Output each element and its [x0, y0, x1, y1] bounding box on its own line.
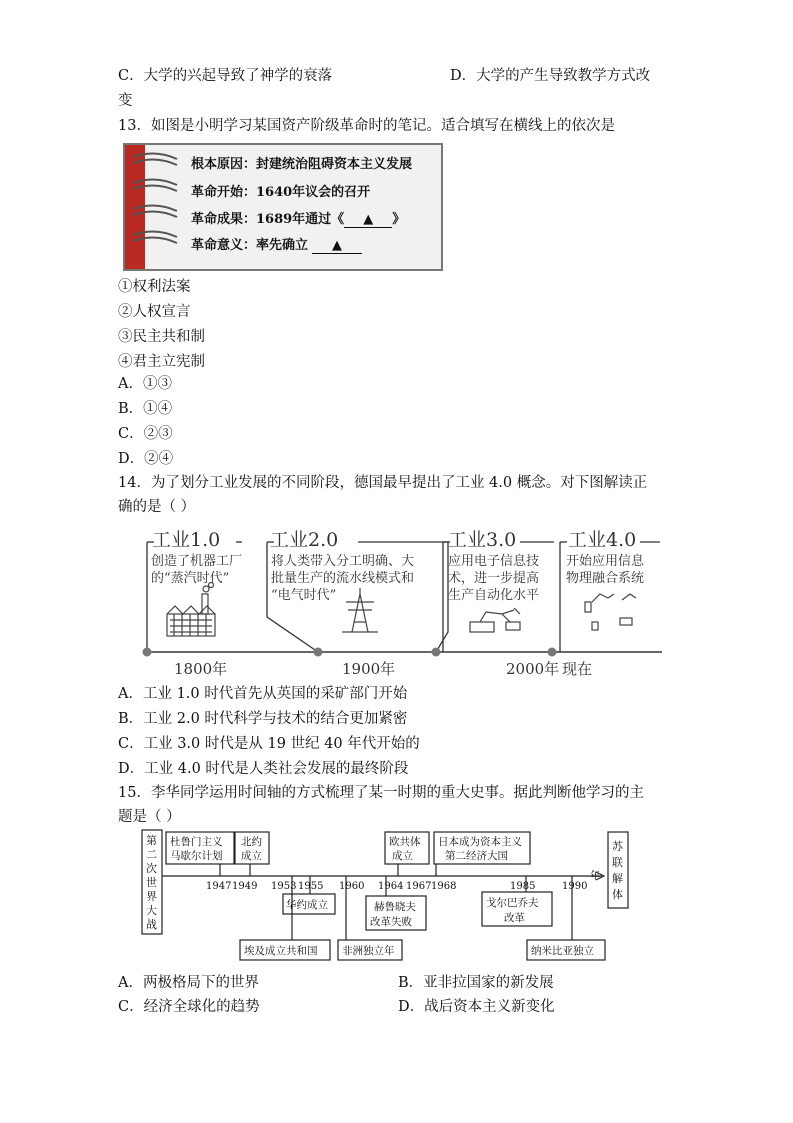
box-japan-l1: 日本成为资本主义 — [438, 836, 522, 848]
year-1990: 1990 — [562, 881, 588, 892]
marker-1900 — [314, 648, 323, 657]
year-2000: 2000年 — [506, 660, 560, 678]
q13-stem: 13．如图是小明学习某国资产阶级革命时的笔记。适合填写在横线上的依次是 — [118, 118, 615, 134]
box-ussr-char-1: 苏 — [612, 840, 623, 853]
industry-4-desc-2: 物理融合系统 — [566, 571, 645, 586]
industry-2-desc-2: 批量生产的流水线模式和 — [271, 571, 415, 586]
q13-item-3: ③民主共和制 — [118, 329, 205, 345]
box-egypt: 埃及成立共和国 — [244, 945, 318, 957]
q15-stem-line2: 题是（ ） — [118, 809, 181, 825]
q14-option-c: C．工业 3.0 时代是从 19 世纪 40 年代开始的 — [118, 736, 420, 752]
box-ww2-char-5: 界 — [146, 890, 157, 903]
label-now: 现在 — [562, 660, 593, 678]
box-warsaw: 华约成立 — [286, 899, 328, 911]
q13-option-d: D．②④ — [118, 451, 174, 467]
box-khrushchev-l2: 改革失败 — [370, 916, 412, 928]
box-ww2-char-4: 世 — [146, 876, 157, 889]
box-ec-l2: 成立 — [392, 850, 413, 862]
q12-option-c: C．大学的兴起导致了神学的衰落 — [118, 68, 333, 84]
q14-option-d: D．工业 4.0 时代是人类社会发展的最终阶段 — [118, 761, 409, 777]
year-1964: 1964 — [378, 881, 404, 892]
q15-option-a: A．两极格局下的世界 — [118, 975, 259, 991]
industry-3-title: 工业3.0 — [448, 529, 517, 551]
q12-option-d: D．大学的产生导致教学方式改 — [450, 68, 651, 84]
industry-2-title: 工业2.0 — [270, 529, 339, 551]
spiral-rings-icon — [125, 145, 185, 269]
box-namibia: 纳米比亚独立 — [531, 945, 594, 957]
blank-triangle-1: ▲ — [344, 212, 392, 228]
year-1960: 1960 — [339, 881, 365, 892]
note-row-start: 革命开始：1640年议会的召开 — [191, 185, 371, 200]
q14-stem-line2: 确的是（ ） — [118, 499, 196, 515]
industry-2-desc-3: “电气时代” — [271, 588, 337, 603]
q15-option-d: D．战后资本主义新变化 — [398, 999, 555, 1015]
q15-stem-line1: 15．李华同学运用时间轴的方式梳理了某一时期的重大史事。据此判断他学习的主 — [118, 785, 644, 801]
year-1800: 1800年 — [174, 660, 228, 678]
box-ww2-char-7: 战 — [146, 918, 157, 931]
q14-industry-timeline-figure — [130, 522, 665, 682]
q14-stem-line1: 14．为了划分工业发展的不同阶段，德国最早提出了工业 4.0 概念。对下图解读正 — [118, 475, 648, 491]
industry-3-desc-1: 应用电子信息技 — [448, 554, 540, 569]
box-ussr-char-4: 体 — [612, 888, 623, 901]
note-row-result: 革命成果：1689年通过《 ▲ 》 — [191, 212, 406, 227]
box-gorbachev-l1: 戈尔巴乔夫 — [486, 897, 539, 909]
blank-triangle-2: ▲ — [312, 238, 362, 254]
q13-item-4: ④君主立宪制 — [118, 354, 205, 370]
year-1968: 1968 — [431, 881, 457, 892]
q14-option-a: A．工业 1.0 时代首先从英国的采矿部门开始 — [118, 686, 408, 702]
box-africa-year: 非洲独立年 — [342, 945, 395, 957]
year-1949: 1949 — [232, 881, 258, 892]
year-1953: 1953 — [271, 881, 297, 892]
box-ww2-char-1: 第 — [146, 834, 157, 847]
q13-item-1: ①权利法案 — [118, 279, 191, 295]
box-ww2-char-3: 次 — [146, 862, 157, 875]
box-truman-l1: 杜鲁门主义 — [170, 836, 223, 848]
year-1947: 1947 — [206, 881, 232, 892]
note-row-significance: 革命意义：率先确立 ▲ — [191, 234, 362, 254]
box-ussr-char-3: 解 — [612, 872, 623, 885]
q15-option-b: B．亚非拉国家的新发展 — [398, 975, 554, 991]
industry-4-desc-1: 开始应用信息 — [566, 554, 645, 569]
box-khrushchev-l1: 赫鲁晓夫 — [374, 901, 416, 913]
box-truman-l2: 马歇尔计划 — [170, 850, 223, 862]
q13-note-figure — [123, 143, 443, 271]
box-ww2-char-6: 大 — [146, 904, 157, 917]
q15-cold-war-timeline-figure — [140, 828, 640, 968]
industry-1-title: 工业1.0 — [152, 529, 221, 551]
year-1955: 1955 — [298, 881, 324, 892]
box-ec-l1: 欧共体 — [389, 836, 421, 848]
box-nato-l1: 北约 — [241, 836, 262, 848]
q13-option-b: B．①④ — [118, 401, 173, 417]
industry-4-title: 工业4.0 — [568, 529, 637, 551]
q14-option-b: B．工业 2.0 时代科学与技术的结合更加紧密 — [118, 711, 408, 727]
box-gorbachev-l2: 改革 — [504, 912, 525, 924]
axis-unit-year: 年 — [590, 871, 600, 882]
note-row-cause: 根本原因：封建统治阻碍资本主义发展 — [191, 157, 413, 172]
year-1985: 1985 — [510, 881, 536, 892]
factory-icon — [167, 583, 215, 637]
industry-2-desc-1: 将人类带入分工明确、大 — [271, 554, 415, 569]
power-pylon-icon — [342, 588, 378, 632]
smart-devices-icon — [585, 594, 636, 630]
box-ussr-char-2: 联 — [612, 856, 623, 869]
robot-arm-icon — [470, 608, 520, 632]
year-1900: 1900年 — [342, 660, 396, 678]
marker-2000-after — [548, 648, 557, 657]
q12-option-d-cont: 变 — [118, 93, 133, 109]
marker-2000-before — [432, 648, 441, 657]
industry-1-desc-1: 创造了机器工厂 — [151, 554, 243, 569]
q13-item-2: ②人权宣言 — [118, 304, 191, 320]
box-japan-l2: 第二经济大国 — [445, 850, 508, 862]
q15-option-c: C．经济全球化的趋势 — [118, 999, 260, 1015]
industry-3-desc-2: 术，进一步提高 — [448, 571, 540, 586]
q13-option-c: C．②③ — [118, 426, 173, 442]
box-nato-l2: 成立 — [241, 850, 262, 862]
industry-3-desc-3: 生产自动化水平 — [448, 588, 540, 603]
industry-1-desc-2: 的“蒸汽时代” — [151, 571, 230, 586]
box-ww2-char-2: 二 — [146, 848, 157, 861]
marker-1800 — [143, 648, 152, 657]
q13-option-a: A．①③ — [118, 376, 172, 392]
year-1967: 1967 — [406, 881, 432, 892]
